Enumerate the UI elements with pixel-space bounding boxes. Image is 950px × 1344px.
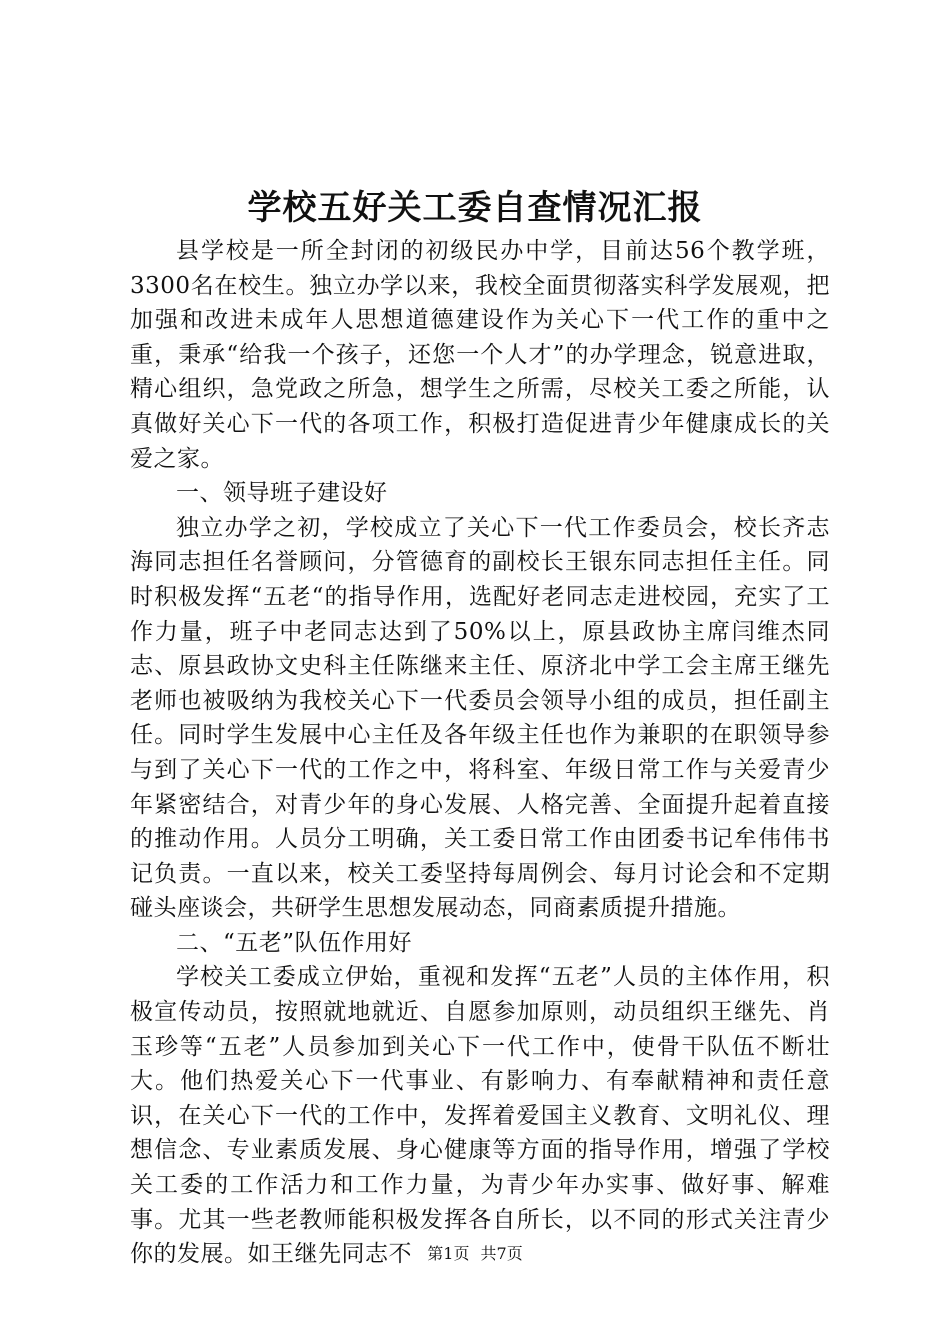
page-footer xyxy=(0,1243,950,1265)
section-heading-1: 一、领导班子建设好 xyxy=(176,480,388,507)
intro-paragraph: 县学校是一所全封闭的初级民办中学，目前达56个教学班，3300名在校生。独立办学以来，我校全面贯彻落实科学发展观，把加强和改进未成年人思想道德建设作为关心下一代工作的重中之重，秉承“给我一个孩子，还您一个人才”的办学理念，锐意进取，精心组织，急党政之所急，想学生之所需，尽校关工委之所能，认真做好关心下一代的各项工作，积极打造促进青少年健康成长的关爱之家。 xyxy=(130,238,830,472)
document-title: 学校五好关工委自查情况汇报 xyxy=(247,188,703,228)
section-2-paragraph: 学校关工委成立伊始，重视和发挥“五老”人员的主体作用，积极宣传动员，按照就地就近、自愿参加原则，动员组织王继先、肖玉珍等“五老”人员参加到关心下一代工作中，使骨干队伍不断壮大。他们热爱关心下一代事业、有影响力、有奉献精神和责任意识，在关心下一代的工作中，发挥着爱国主义教育、文明礼仪、理想信念、专业素质发展、身心健康等方面的指导作用，增强了学校关工委的工作活力和工作力量，为青少年办实事、做好事、解难事。尤其一些老教师能积极发挥各自所长，以不同的形式关注青少你的发展。如王继先同志不 xyxy=(130,964,830,1268)
page-total: 共7页 xyxy=(480,1244,523,1263)
section-heading-2: 二、“五老”队伍作用好 xyxy=(176,929,413,956)
document-body xyxy=(130,234,830,1272)
page-number: 第1页 xyxy=(427,1244,470,1263)
section-1-paragraph: 独立办学之初，学校成立了关心下一代工作委员会，校长齐志海同志担任名誉顾问，分管德育的副校长王银东同志担任主任。同时积极发挥“五老“的指导作用，选配好老同志走进校园，充实了工作力量，班子中老同志达到了50%以上，原县政协主席闫维杰同志、原县政协文史科主任陈继来主任、原济北中学工会主席王继先老师也被吸纳为我校关心下一代委员会领导小组的成员，担任副主任。同时学生发展中心主任及各年级主任也作为兼职的在职领导参与到了关心下一代的工作之中，将科室、年级日常工作与关爱青少年紧密结合，对青少年的身心发展、人格完善、全面提升起着直接的推动作用。人员分工明确，关工委日常工作由团委书记牟伟伟书记负责。一直以来，校关工委坚持每周例会、每月讨论会和不定期碰头座谈会，共研学生思想发展动态，同商素质提升措施。 xyxy=(130,514,830,922)
